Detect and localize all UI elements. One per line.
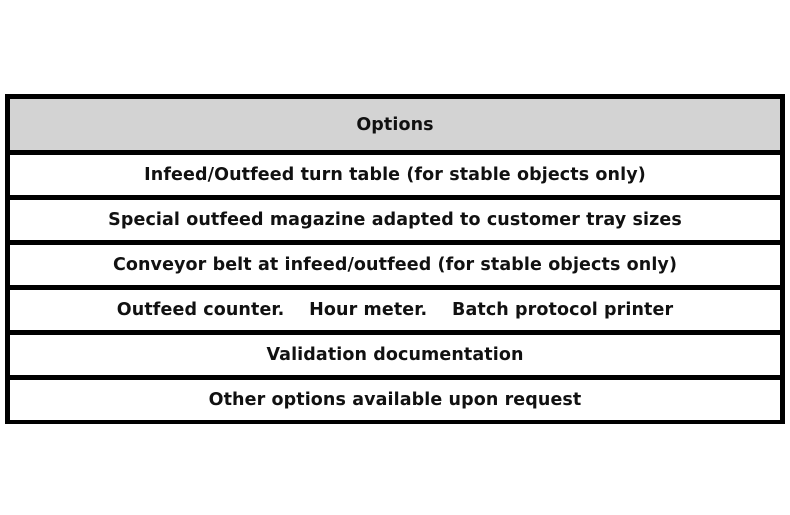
options-table bbox=[5, 94, 785, 424]
table-row-conveyor-belt: Conveyor belt at infeed/outfeed (for stable objects only) bbox=[10, 245, 780, 285]
table-row-counter-meter-printer: Outfeed counter. Hour meter. Batch protocol printer bbox=[10, 290, 780, 330]
table-row-validation-documentation: Validation documentation bbox=[10, 335, 780, 375]
table-row-other-options: Other options available upon request bbox=[10, 380, 780, 420]
table-header: Options bbox=[10, 99, 780, 150]
table-row-turn-table: Infeed/Outfeed turn table (for stable objects only) bbox=[10, 155, 780, 195]
table-row-outfeed-magazine: Special outfeed magazine adapted to customer tray sizes bbox=[10, 200, 780, 240]
